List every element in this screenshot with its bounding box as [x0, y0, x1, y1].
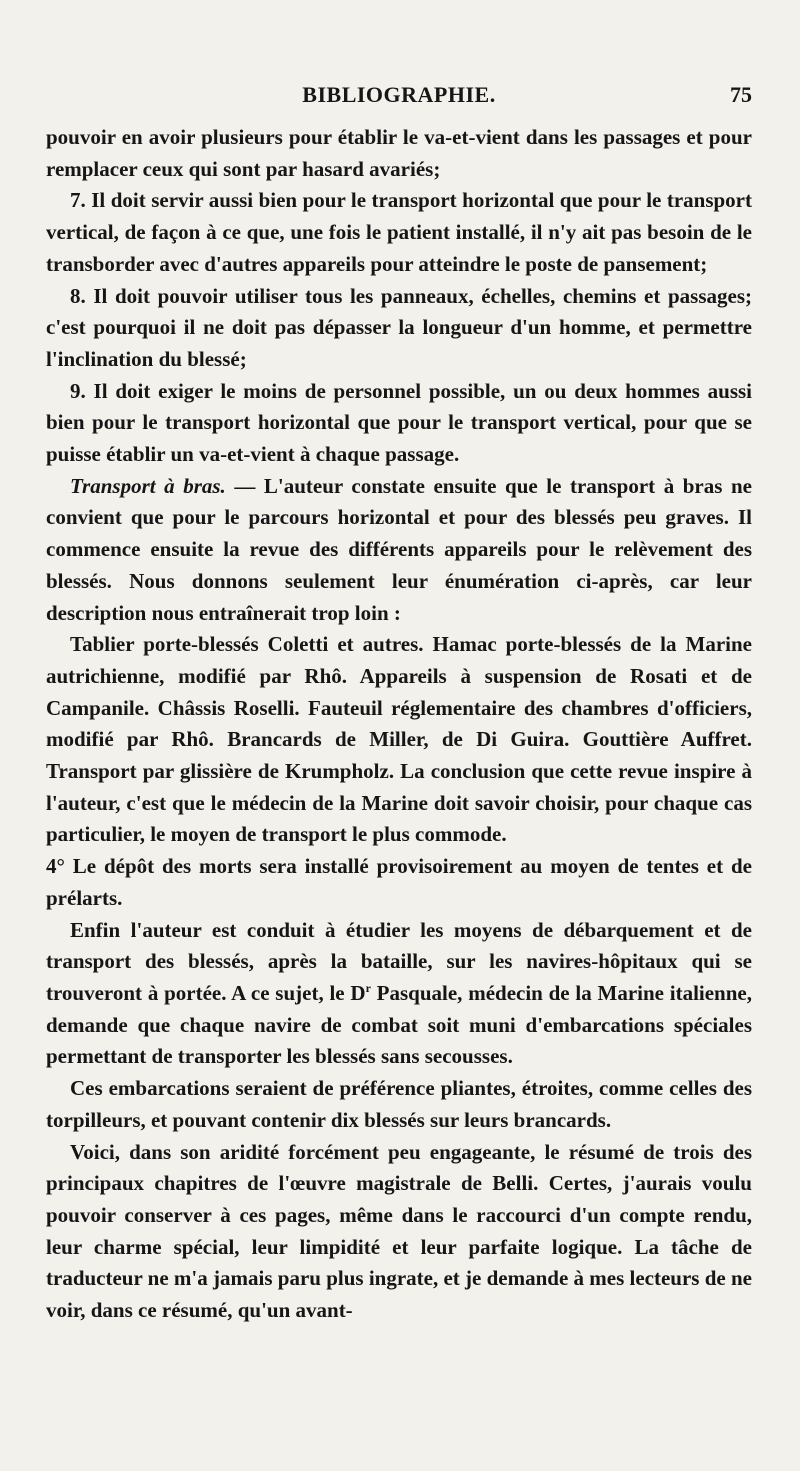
paragraph-item-8 [46, 281, 752, 376]
paragraph-text: 8. Il doit pouvoir utiliser tous les panneaux, échelles, chemins et passages; c'est pourquoi il ne doit pas dépasser la longueur d'un homme, et permettre l'inclination du blessé; [46, 283, 752, 371]
superscript-r: r [365, 980, 371, 995]
paragraph-item-7 [46, 185, 752, 280]
paragraph-lead: Transport à bras. [70, 473, 226, 498]
paragraph-transport-a-bras [46, 471, 752, 630]
paragraph-text: Enfin l'auteur est conduit à étudier les moyens de débarquement et de transport des blessés, après la bataille, sur les navires-hôpitaux qui se trouveront à portée. A ce sujet, le D [46, 917, 752, 1005]
body-text [46, 122, 752, 1327]
paragraph-text: pouvoir en avoir plusieurs pour établir le va-et-vient dans les passages et pour remplacer ceux qui sont par hasard avariés; [46, 125, 752, 181]
running-title: BIBLIOGRAPHIE. [302, 82, 496, 107]
paragraph-item-9 [46, 376, 752, 471]
paragraph-conclusion [46, 1137, 752, 1327]
paragraph-text: 4° Le dépôt des morts sera installé provisoirement au moyen de tentes et de prélarts. [46, 854, 752, 910]
paragraph-continuation [46, 122, 752, 185]
paragraph-text: 9. Il doit exiger le moins de personnel possible, un ou deux hommes aussi bien pour le transport horizontal que pour le transport vertical, pour que se puisse établir un va-et-vient à chaque passage. [46, 378, 752, 467]
paragraph-text: Voici, dans son aridité forcément peu engageante, le résumé de trois des principaux chapitres de l'œuvre magistrale de Belli. Certes, j'aurais voulu pouvoir conserver à ces pages, même dans le raccourci d'un compte rendu, leur charme spécial, leur limpidité et leur parfaite logique. La tâche de traducteur ne m'a jamais paru plus ingrate, et je demande à mes lecteurs de ne voir, dans ce résumé, qu'un avant- [46, 1139, 752, 1323]
paragraph-item-4 [46, 851, 752, 914]
page-number: 75 [730, 82, 752, 107]
page-header [46, 82, 752, 116]
paragraph-text: — L'auteur constate ensuite que le transport à bras ne convient que pour le parcours horizontal et pour des blessés peu graves. Il commence ensuite la revue des différents appareils pour le relèvement des blessés. Nous donnons seulement leur énumération ci-après, car leur description nous entraînerait trop loin : [46, 473, 752, 625]
paragraph-text: 7. Il doit servir aussi bien pour le transport horizontal que pour le transport vertical, de façon à ce que, une fois le patient installé, il n'y ait pas besoin de le transborder avec d'autres appareils pour atteindre le poste de pansement; [46, 188, 752, 276]
paragraph-appareils-list [46, 629, 752, 851]
paragraph-embarcations [46, 1073, 752, 1136]
paragraph-text: Ces embarcations seraient de préférence pliantes, étroites, comme celles des torpilleurs, et pouvant contenir dix blessés sur leurs brancards. [46, 1076, 752, 1132]
paragraph-text: Tablier porte-blessés Coletti et autres. Hamac porte-blessés de la Marine autrichienne, modifié par Rhô. Appareils à suspension de Rosati et de Campanile. Châssis Roselli. Fauteuil réglementaire des chambres d'officiers, modifié par Rhô. Brancards de Miller, de Di Guira. Gouttière Auffret. Transport par glissière de Krumpholz. La conclusion que cette revue inspire à l'auteur, c'est que le médecin de la Marine doit savoir choisir, pour chaque cas particulier, le moyen de transport le plus commode. [46, 632, 752, 847]
paragraph-text: Pasquale, médecin de la Marine italienne, demande que chaque navire de combat soit muni d'embarcations spéciales permettant de transporter les blessés sans secousses. [46, 980, 752, 1069]
paragraph-debarquement [46, 915, 752, 1074]
